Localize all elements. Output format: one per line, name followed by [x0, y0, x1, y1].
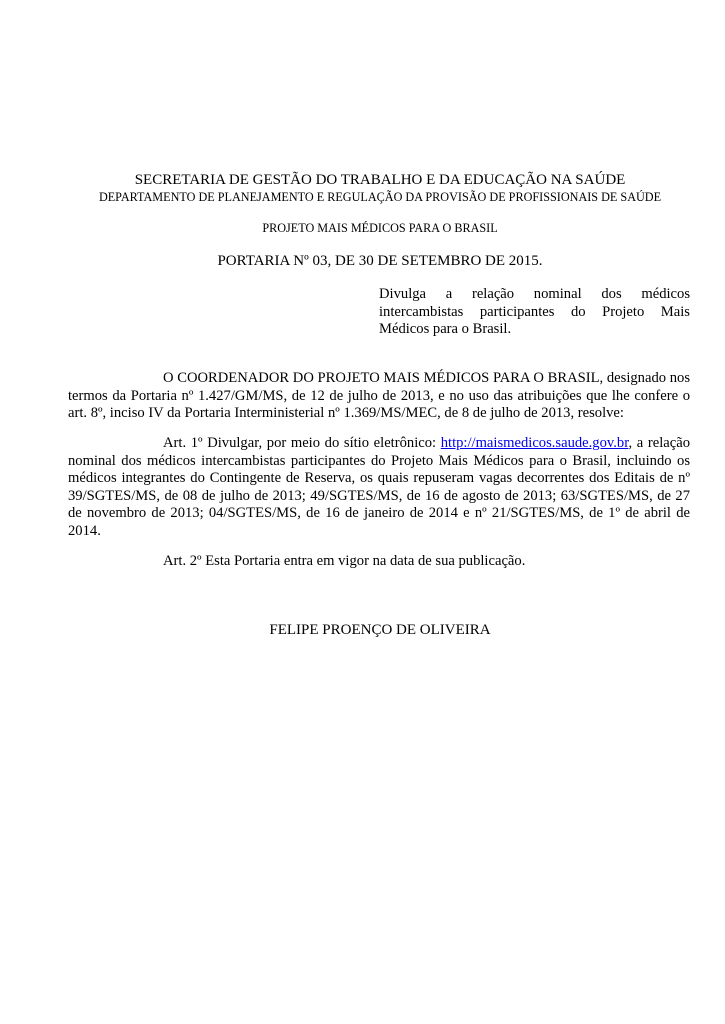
article-1-text-start: Art. 1º Divulgar, por meio do sítio eletrônico:	[163, 435, 441, 451]
site-link[interactable]: http://maismedicos.saude.gov.br	[440, 435, 629, 451]
ementa: Divulga a relação nominal dos médicos intercambistas participantes do Projeto Mais Médicos para o Brasil.	[379, 286, 690, 338]
header-secretaria: SECRETARIA DE GESTÃO DO TRABALHO E DA EDUCAÇÃO NA SAÚDE	[134, 172, 626, 188]
article-1-text-end: , a relação nominal dos médicos intercambistas participantes do Projeto Mais Médicos para o Brasil, incluindo os médicos integrantes do Contingente de Reserva, os quais repuseram vagas decorrentes dos Editais de nº 39/SGTES/MS, de 08 de julho de 2013; 49/SGTES/MS, de 16 de agosto de 2013; 63/SGTES/MS, de 27 de novembro de 2013; 04/SGTES/MS, de 16 de janeiro de 2014 e nº 21/SGTES/MS, de 1º de abril de 2014.	[68, 435, 690, 539]
portaria-title: PORTARIA Nº 03, DE 30 DE SETEMBRO DE 2015.	[217, 253, 543, 269]
header-projeto: PROJETO MAIS MÉDICOS PARA O BRASIL	[262, 221, 498, 235]
article-1-paragraph	[68, 435, 690, 541]
article-2-paragraph	[68, 553, 690, 571]
signature-name: FELIPE PROENÇO DE OLIVEIRA	[269, 622, 491, 638]
preamble-text: O COORDENADOR DO PROJETO MAIS MÉDICOS PARA O BRASIL, designado nos termos da Portaria nº 1.427/GM/MS, de 12 de julho de 2013, e no uso das atribuições que lhe confere o art. 8º, inciso IV da Portaria Interministerial nº 1.369/MS/MEC, de 8 de julho de 2013, resolve:	[68, 370, 690, 422]
preamble-paragraph	[68, 370, 690, 423]
article-2-text: Art. 2º Esta Portaria entra em vigor na data de sua publicação.	[163, 553, 526, 569]
header-departamento: DEPARTAMENTO DE PLANEJAMENTO E REGULAÇÃO DA PROVISÃO DE PROFISSIONAIS DE SAÚDE	[98, 190, 662, 204]
